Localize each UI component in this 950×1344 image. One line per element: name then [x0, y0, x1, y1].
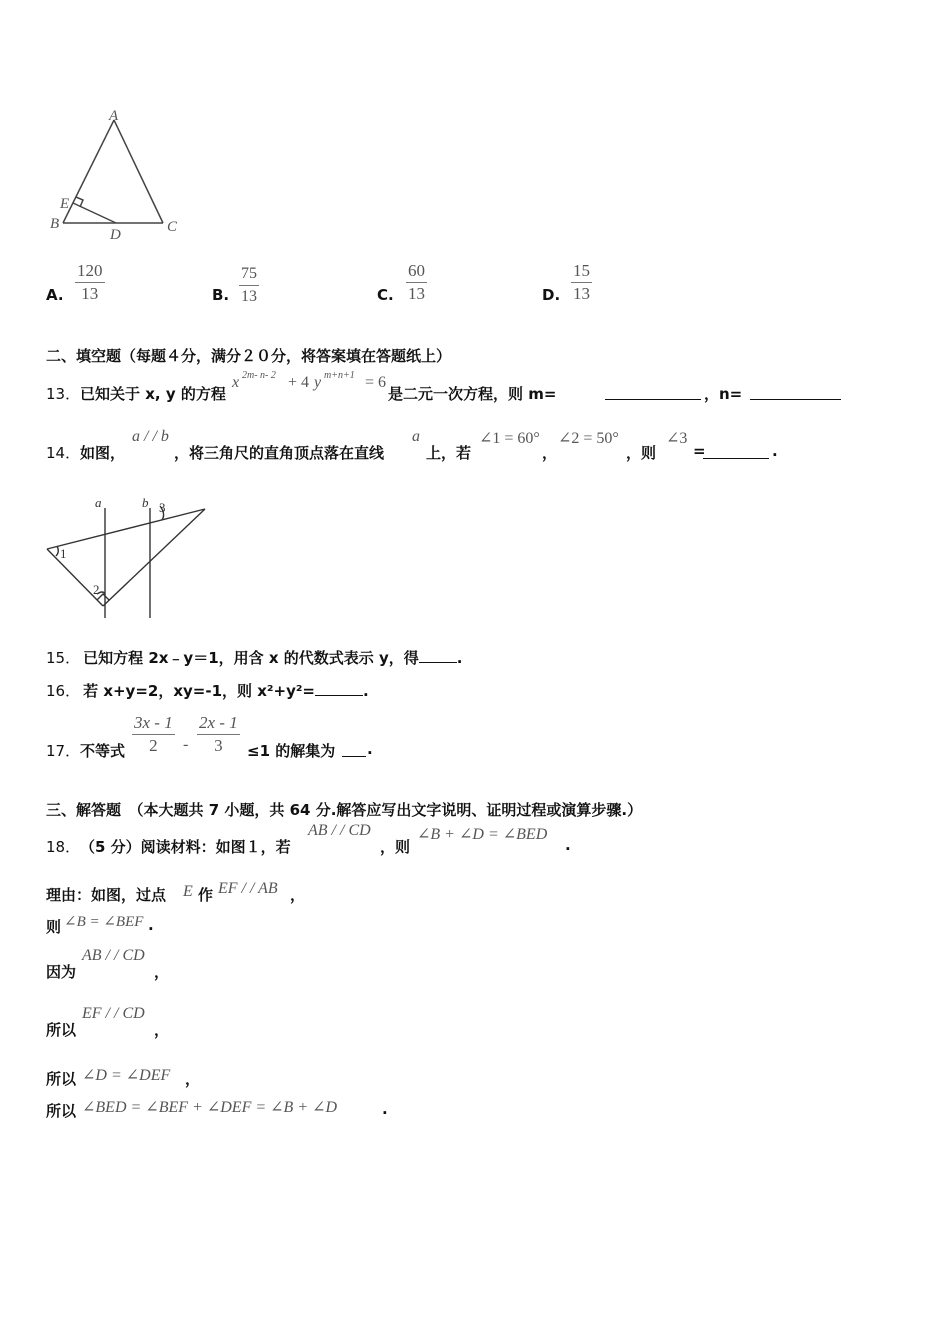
q14-math-a: a — [412, 428, 420, 445]
q17-number: 17． — [46, 742, 81, 760]
q17-frac1-denominator: 2 — [149, 736, 158, 755]
q13-equals-6: = 6 — [365, 374, 387, 391]
proof-line-4 — [46, 1005, 346, 1039]
proof-l5-end: ， — [185, 1070, 201, 1088]
q13-math-y: y — [314, 374, 322, 391]
q17-fraction1 — [132, 712, 175, 757]
q14-text1: 如图， — [80, 444, 126, 462]
option-a-denominator: 13 — [81, 284, 99, 303]
q18-number: 18． — [46, 838, 81, 856]
option-c-numerator: 60 — [406, 260, 427, 283]
q14-angle3: ∠3 — [666, 430, 688, 447]
q14-text5: = — [693, 442, 706, 460]
proof-l2-math: ∠B = ∠BEF — [64, 914, 144, 930]
q13-text1: 已知关于 x, y 的方程 — [80, 385, 226, 403]
option-d-numerator: 15 — [571, 260, 592, 283]
proof-line-5 — [46, 1064, 346, 1090]
proof-l1-text2: 作 — [198, 886, 214, 904]
option-a-fraction — [75, 260, 105, 305]
proof-l3-math: AB / / CD — [82, 947, 145, 964]
q13-exponent2: m+n+1 — [324, 370, 355, 381]
q14-end: . — [772, 442, 778, 460]
q16-blank[interactable] — [315, 681, 363, 696]
line-label-a: a — [95, 495, 102, 510]
option-b-letter: B. — [212, 286, 230, 304]
proof-line-6 — [46, 1096, 446, 1122]
q17-frac2-numerator: 2x - 1 — [197, 712, 240, 735]
q18-end: . — [565, 836, 571, 854]
q15-number: 15． — [46, 649, 81, 667]
q15-blank[interactable] — [419, 648, 457, 663]
proof-l6-math: ∠BED = ∠BEF + ∠DEF = ∠B + ∠D — [82, 1099, 338, 1116]
proof-l1-end: ， — [290, 886, 306, 904]
proof-l6-end: . — [382, 1100, 388, 1118]
proof-l4-end: ， — [154, 1021, 170, 1039]
q15-end: . — [456, 649, 463, 667]
option-d-fraction — [571, 260, 592, 305]
q16-text: 若 x+y=2，xy=-1，则 x²+y²= — [83, 682, 315, 700]
angle-label-3: 3 — [159, 500, 166, 515]
question-16 — [46, 680, 369, 701]
q17-end: . — [367, 740, 373, 758]
proof-l3-end: ， — [154, 963, 170, 981]
line-label-b: b — [142, 495, 149, 510]
q14-angle2: ∠2 = 50° — [558, 430, 619, 447]
proof-l1-text: 理由：如图，过点 — [46, 886, 167, 904]
option-d-letter: D. — [542, 286, 561, 304]
triangle-figure — [40, 100, 200, 245]
q14-text4: ，则 — [626, 444, 657, 462]
option-b-denominator: 13 — [241, 288, 257, 305]
option-d-denominator: 13 — [573, 284, 590, 303]
option-a-numerator: 120 — [75, 260, 105, 283]
q13-text2: 是二元一次方程，则 m= — [388, 385, 557, 403]
q18-text1: （5 分）阅读材料：如图１，若 — [80, 838, 291, 856]
proof-l4-math: EF / / CD — [82, 1005, 145, 1022]
q17-frac1-numerator: 3x - 1 — [132, 712, 175, 735]
q17-blank[interactable] — [342, 742, 366, 757]
q14-math-ab: a / / b — [132, 428, 169, 445]
proof-line-3 — [46, 947, 346, 981]
parallel-lines-figure — [40, 490, 220, 625]
option-b-numerator: 75 — [239, 263, 259, 286]
proof-l5-math: ∠D = ∠DEF — [82, 1067, 171, 1084]
q14-text3: 上，若 — [426, 444, 472, 462]
q14-number: 14． — [46, 444, 81, 462]
q16-end: . — [362, 682, 369, 700]
angle-label-2: 2 — [93, 582, 100, 597]
triangle-label-d: D — [110, 227, 121, 243]
q17-minus: - — [183, 736, 189, 753]
question-18 — [46, 822, 646, 856]
triangle-label-a: A — [109, 108, 119, 124]
q13-exponent1: 2m- n- 2 — [242, 370, 276, 381]
q17-fraction2 — [197, 712, 240, 757]
q13-number: 13． — [46, 385, 81, 403]
triangle-label-b: B — [50, 216, 60, 232]
proof-l1-math: EF / / AB — [218, 880, 278, 897]
option-c-letter: C. — [377, 286, 394, 304]
q18-math1: AB / / CD — [308, 822, 371, 839]
proof-l6-text: 所以 — [46, 1102, 77, 1120]
option-b-fraction — [239, 263, 259, 308]
q13-blank-m[interactable] — [605, 385, 701, 400]
section3-title: 三、解答题 （本大题共 7 小题，共 64 分.解答应写出文字说明、证明过程或演算步骤.） — [46, 801, 643, 819]
question-15 — [46, 647, 462, 668]
angle-label-1: 1 — [60, 546, 67, 561]
q17-text2: ≤1 的解集为 — [247, 742, 336, 760]
q14-comma1: ， — [542, 444, 558, 462]
q16-number: 16． — [46, 682, 81, 700]
proof-l3-text: 因为 — [46, 963, 77, 981]
triangle-label-c: C — [167, 219, 178, 235]
q14-text2: ，将三角尺的直角顶点落在直线 — [174, 444, 385, 462]
q13-plus-4: + 4 — [288, 374, 310, 391]
q17-text1: 不等式 — [80, 742, 126, 760]
proof-line-2 — [46, 912, 346, 938]
q14-blank[interactable] — [703, 444, 769, 459]
proof-line-1 — [46, 880, 446, 906]
triangle-label-e: E — [60, 196, 70, 212]
proof-l1-point-e: E — [183, 883, 193, 900]
proof-l2-text: 则 — [46, 918, 62, 936]
q18-math2: ∠B + ∠D = ∠BED — [417, 826, 548, 843]
proof-l5-text: 所以 — [46, 1070, 77, 1088]
q17-frac2-denominator: 3 — [214, 736, 223, 755]
q18-text2: ，则 — [380, 838, 411, 856]
option-a-letter: A. — [46, 286, 64, 304]
question-17 — [46, 712, 446, 762]
q15-text: 已知方程 2x﹣y＝1，用含 x 的代数式表示 y，得 — [83, 649, 419, 667]
proof-l4-text: 所以 — [46, 1021, 77, 1039]
option-c-fraction — [406, 260, 427, 305]
option-c-denominator: 13 — [408, 284, 425, 303]
q13-blank-n[interactable] — [750, 385, 841, 400]
q14-angle1: ∠1 = 60° — [479, 430, 540, 447]
proof-l2-end: . — [148, 916, 154, 934]
q13-text3: ，n= — [704, 385, 743, 403]
section2-title: 二、填空题（每题４分，满分２０分，将答案填在答题纸上） — [46, 347, 452, 365]
q13-math-x: x — [232, 374, 240, 391]
